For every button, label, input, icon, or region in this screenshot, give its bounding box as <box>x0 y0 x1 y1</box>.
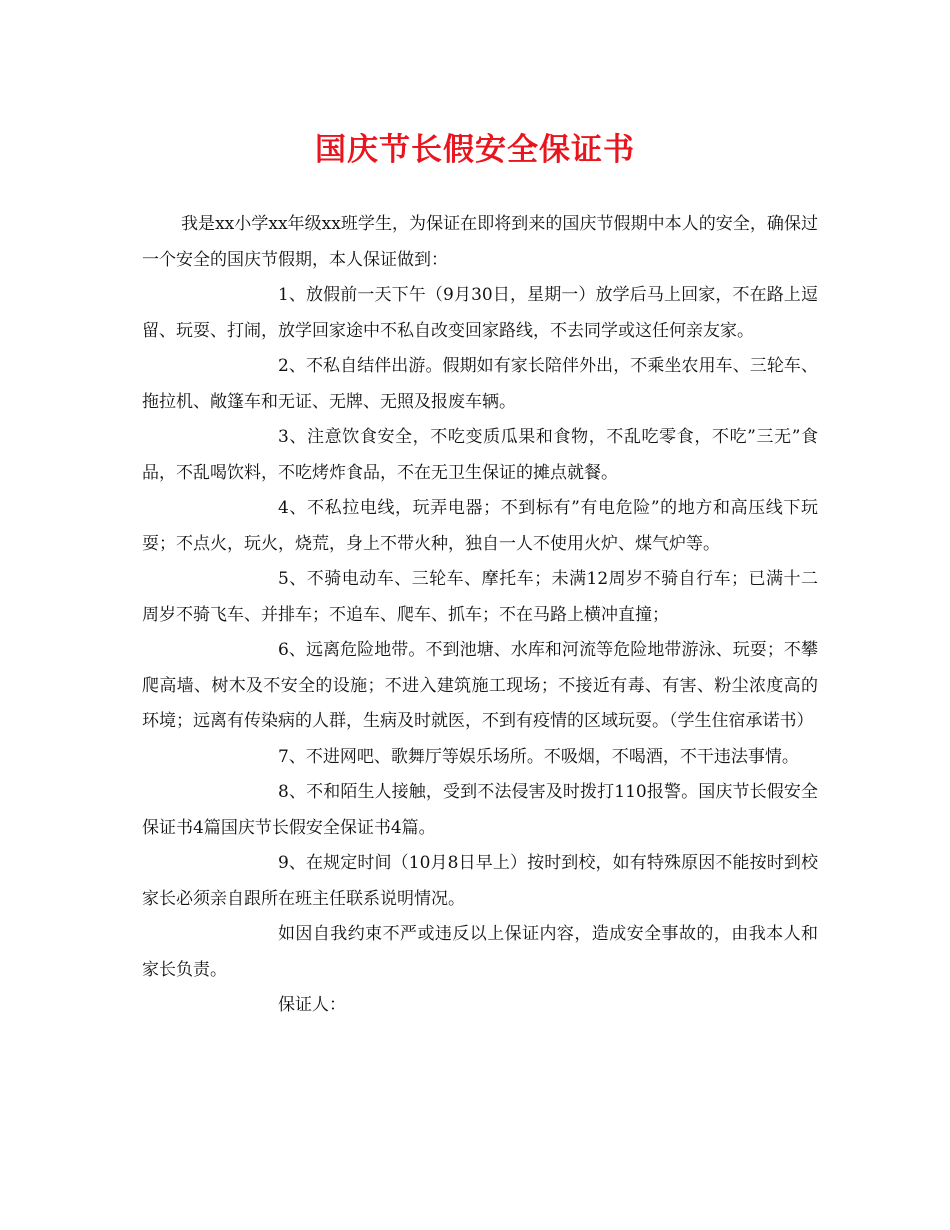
pledge-item-1: 1、放假前一天下午（9月30日，星期一）放学后马上回家，不在路上逗留、玩耍、打闹，放学回家途中不私自改变回家路线，不去同学或这任何亲友家。 <box>142 285 818 341</box>
responsibility-paragraph: 如因自我约束不严或违反以上保证内容，造成安全事故的，由我本人和家长负责。 <box>142 924 818 980</box>
pledge-item-3: 3、注意饮食安全，不吃变质瓜果和食物，不乱吃零食，不吃”三无”食品，不乱喝饮料，不吃烤炸食品，不在无卫生保证的摊点就餐。 <box>142 427 818 483</box>
pledge-item-8: 8、不和陌生人接触，受到不法侵害及时拨打110报警。国庆节长假安全保证书4篇国庆节长假安全保证书4篇。 <box>142 782 818 838</box>
pledge-item-7: 7、不进网吧、歌舞厅等娱乐场所。不吸烟，不喝酒，不干违法事情。 <box>278 746 799 767</box>
pledge-item-5: 5、不骑电动车、三轮车、摩托车；未满12周岁不骑自行车；已满十二周岁不骑飞车、并排车；不追车、爬车、抓车；不在马路上横冲直撞； <box>142 569 818 625</box>
signature-label: 保证人： <box>278 995 346 1015</box>
document-body <box>142 207 818 1024</box>
pledge-item-4: 4、不私拉电线，玩弄电器；不到标有”有电危险”的地方和高压线下玩耍；不点火，玩火，烧荒，身上不带火种，独自一人不使用火炉、煤气炉等。 <box>142 498 818 554</box>
document-title: 国庆节长假安全保证书 <box>315 132 635 168</box>
intro-paragraph: 我是xx小学xx年级xx班学生，为保证在即将到来的国庆节假期中本人的安全，确保过一个安全的国庆节假期，本人保证做到： <box>142 214 818 270</box>
pledge-item-6: 6、远离危险地带。不到池塘、水库和河流等危险地带游泳、玩耍；不攀爬高墙、树木及不安全的设施；不进入建筑施工现场；不接近有毒、有害、粉尘浓度高的环境；远离有传染病的人群，生病及时就医，不到有疫情的区域玩耍。（学生住宿承诺书） <box>142 640 818 731</box>
pledge-item-9: 9、在规定时间（10月8日早上）按时到校，如有特殊原因不能按时到校家长必须亲自跟所在班主任联系说明情况。 <box>142 853 818 909</box>
pledge-item-2: 2、不私自结伴出游。假期如有家长陪伴外出，不乘坐农用车、三轮车、拖拉机、敞篷车和无证、无牌、无照及报废车辆。 <box>142 356 818 412</box>
